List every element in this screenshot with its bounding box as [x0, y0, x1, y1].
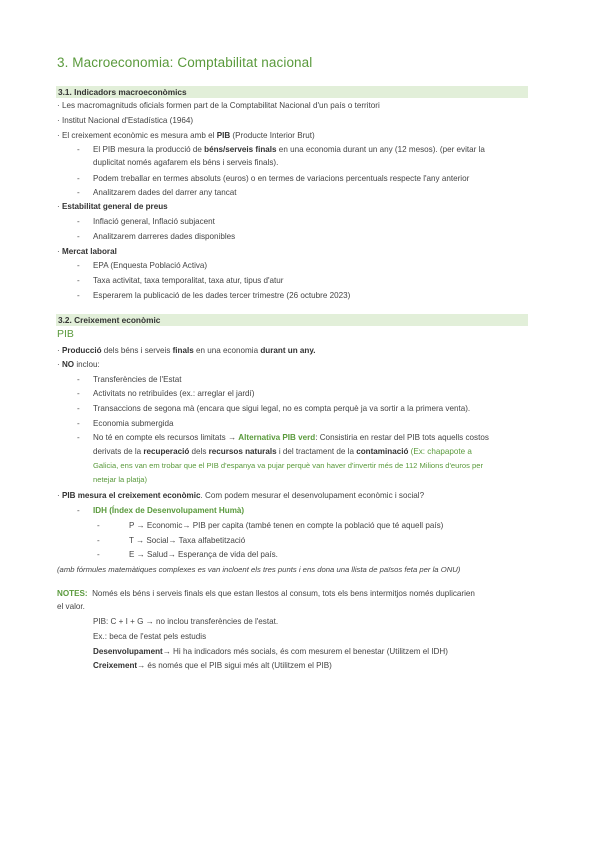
list-item-cont: duplicitat només agafarem els béns i serveis finals).	[93, 158, 279, 167]
list-item: El PIB mesura la producció de béns/serveis finals en una economia durant un any (12 mesos). (per evitar la	[93, 145, 485, 154]
text-line: · Mercat laboral	[57, 247, 117, 256]
list-item: Analitzarem dades del darrer any tancat	[93, 188, 237, 197]
list-item: Esperarem la publicació de les dades tercer trimestre (26 octubre 2023)	[93, 291, 351, 300]
list-item: Transferències de l'Estat	[93, 375, 182, 384]
list-item: Transaccions de segona mà (encara que sigui legal, no es compta perquè ja va sortir a la primera venta).	[93, 404, 471, 413]
list-dash: -	[77, 145, 80, 154]
list-dash: -	[77, 419, 80, 428]
list-item: No té en compte els recursos limitats → Alternativa PIB verd: Consistiria en restar del PIB tots aquells costos	[93, 433, 489, 442]
list-dash: -	[77, 232, 80, 241]
italic-note: (amb fórmules matemàtiques complexes es van incloent els tres punts i ens dona una llista de països feta per la ONU)	[57, 565, 461, 574]
text-line: · PIB mesura el creixement econòmic. Com podem mesurar el desenvolupament econòmic i social?	[57, 491, 425, 500]
list-item: E → Salud→ Esperança de vida del país.	[129, 550, 278, 559]
list-item: Podem treballar en termes absoluts (euros) o en termes de variacions percentuals respecte l'any anterior	[93, 174, 470, 183]
list-dash: -	[77, 375, 80, 384]
text-line: · Institut Nacional d'Estadística (1964)	[57, 116, 194, 125]
list-dash: -	[77, 389, 80, 398]
list-dash: -	[77, 261, 80, 270]
list-item: Activitats no retribuïdes (ex.: arreglar el jardí)	[93, 389, 255, 398]
list-dash: -	[77, 433, 80, 442]
subheading-pib: PIB	[57, 328, 74, 340]
notes-line: el valor.	[57, 602, 85, 611]
list-dash: -	[97, 536, 100, 545]
notes-line: NOTES: Només els béns i serveis finals els que estan llestos al consum, tots els bens intermitjos només duplicarien	[57, 589, 475, 598]
list-item: Taxa activitat, taxa temporalitat, taxa atur, tipus d'atur	[93, 276, 284, 285]
list-item: Inflació general, Inflació subjacent	[93, 217, 215, 226]
list-dash: -	[97, 550, 100, 559]
list-item: Economia submergida	[93, 419, 174, 428]
notes-line: Desenvolupament→ Hi ha indicadors més socials, és com mesurem el benestar (Utilitzem el IDH)	[93, 647, 448, 656]
list-item: Analitzarem darreres dades disponibles	[93, 232, 236, 241]
list-dash: -	[77, 188, 80, 197]
notes-line: Ex.: beca de l'estat pels estudis	[93, 632, 207, 641]
list-dash: -	[77, 291, 80, 300]
section-heading-creixement: 3.2. Creixement econòmic	[56, 314, 528, 326]
list-item: P → Economic→ PIB per capita (també tenen en compte la població que té aquell país)	[129, 521, 444, 530]
text-line: · Les macromagnituds oficials formen part de la Comptabilitat Nacional d'un país o territori	[57, 101, 380, 110]
list-item: EPA (Enquesta Població Activa)	[93, 261, 208, 270]
list-item-cont: derivats de la recuperació dels recursos naturals i del tractament de la contaminació (Ex: chapapote a	[93, 447, 472, 456]
list-dash: -	[77, 174, 80, 183]
page-title: 3. Macroeconomia: Comptabilitat nacional	[57, 55, 313, 70]
idh-heading: IDH (Índex de Desenvolupament Humà)	[93, 506, 245, 515]
text-line: · Producció dels béns i serveis finals en una economia durant un any.	[57, 346, 316, 355]
text-line: · NO inclou:	[57, 360, 100, 369]
list-dash: -	[77, 217, 80, 226]
list-dash: -	[77, 276, 80, 285]
section-heading-indicadors: 3.1. Indicadors macroeconòmics	[56, 86, 528, 98]
list-item-cont: netejar la platja)	[93, 475, 148, 484]
list-item: T → Social→ Taxa alfabetització	[129, 536, 246, 545]
notes-line: Creixement→ és només que el PIB sigui més alt (Utilitzem el PIB)	[93, 661, 332, 670]
notes-line: PIB: C + I + G → no inclou transferències de l'estat.	[93, 617, 279, 626]
list-dash: -	[77, 404, 80, 413]
list-item-cont: Galicia, ens van em trobar que el PIB d'espanya va pujar perquè van haver d'invertir més de 112 Milions d'euros per	[93, 461, 484, 470]
text-line: · El creixement econòmic es mesura amb el PIB (Producte Interior Brut)	[57, 131, 315, 140]
text-line: · Estabilitat general de preus	[57, 202, 168, 211]
list-dash: -	[97, 521, 100, 530]
list-dash: -	[77, 506, 80, 515]
